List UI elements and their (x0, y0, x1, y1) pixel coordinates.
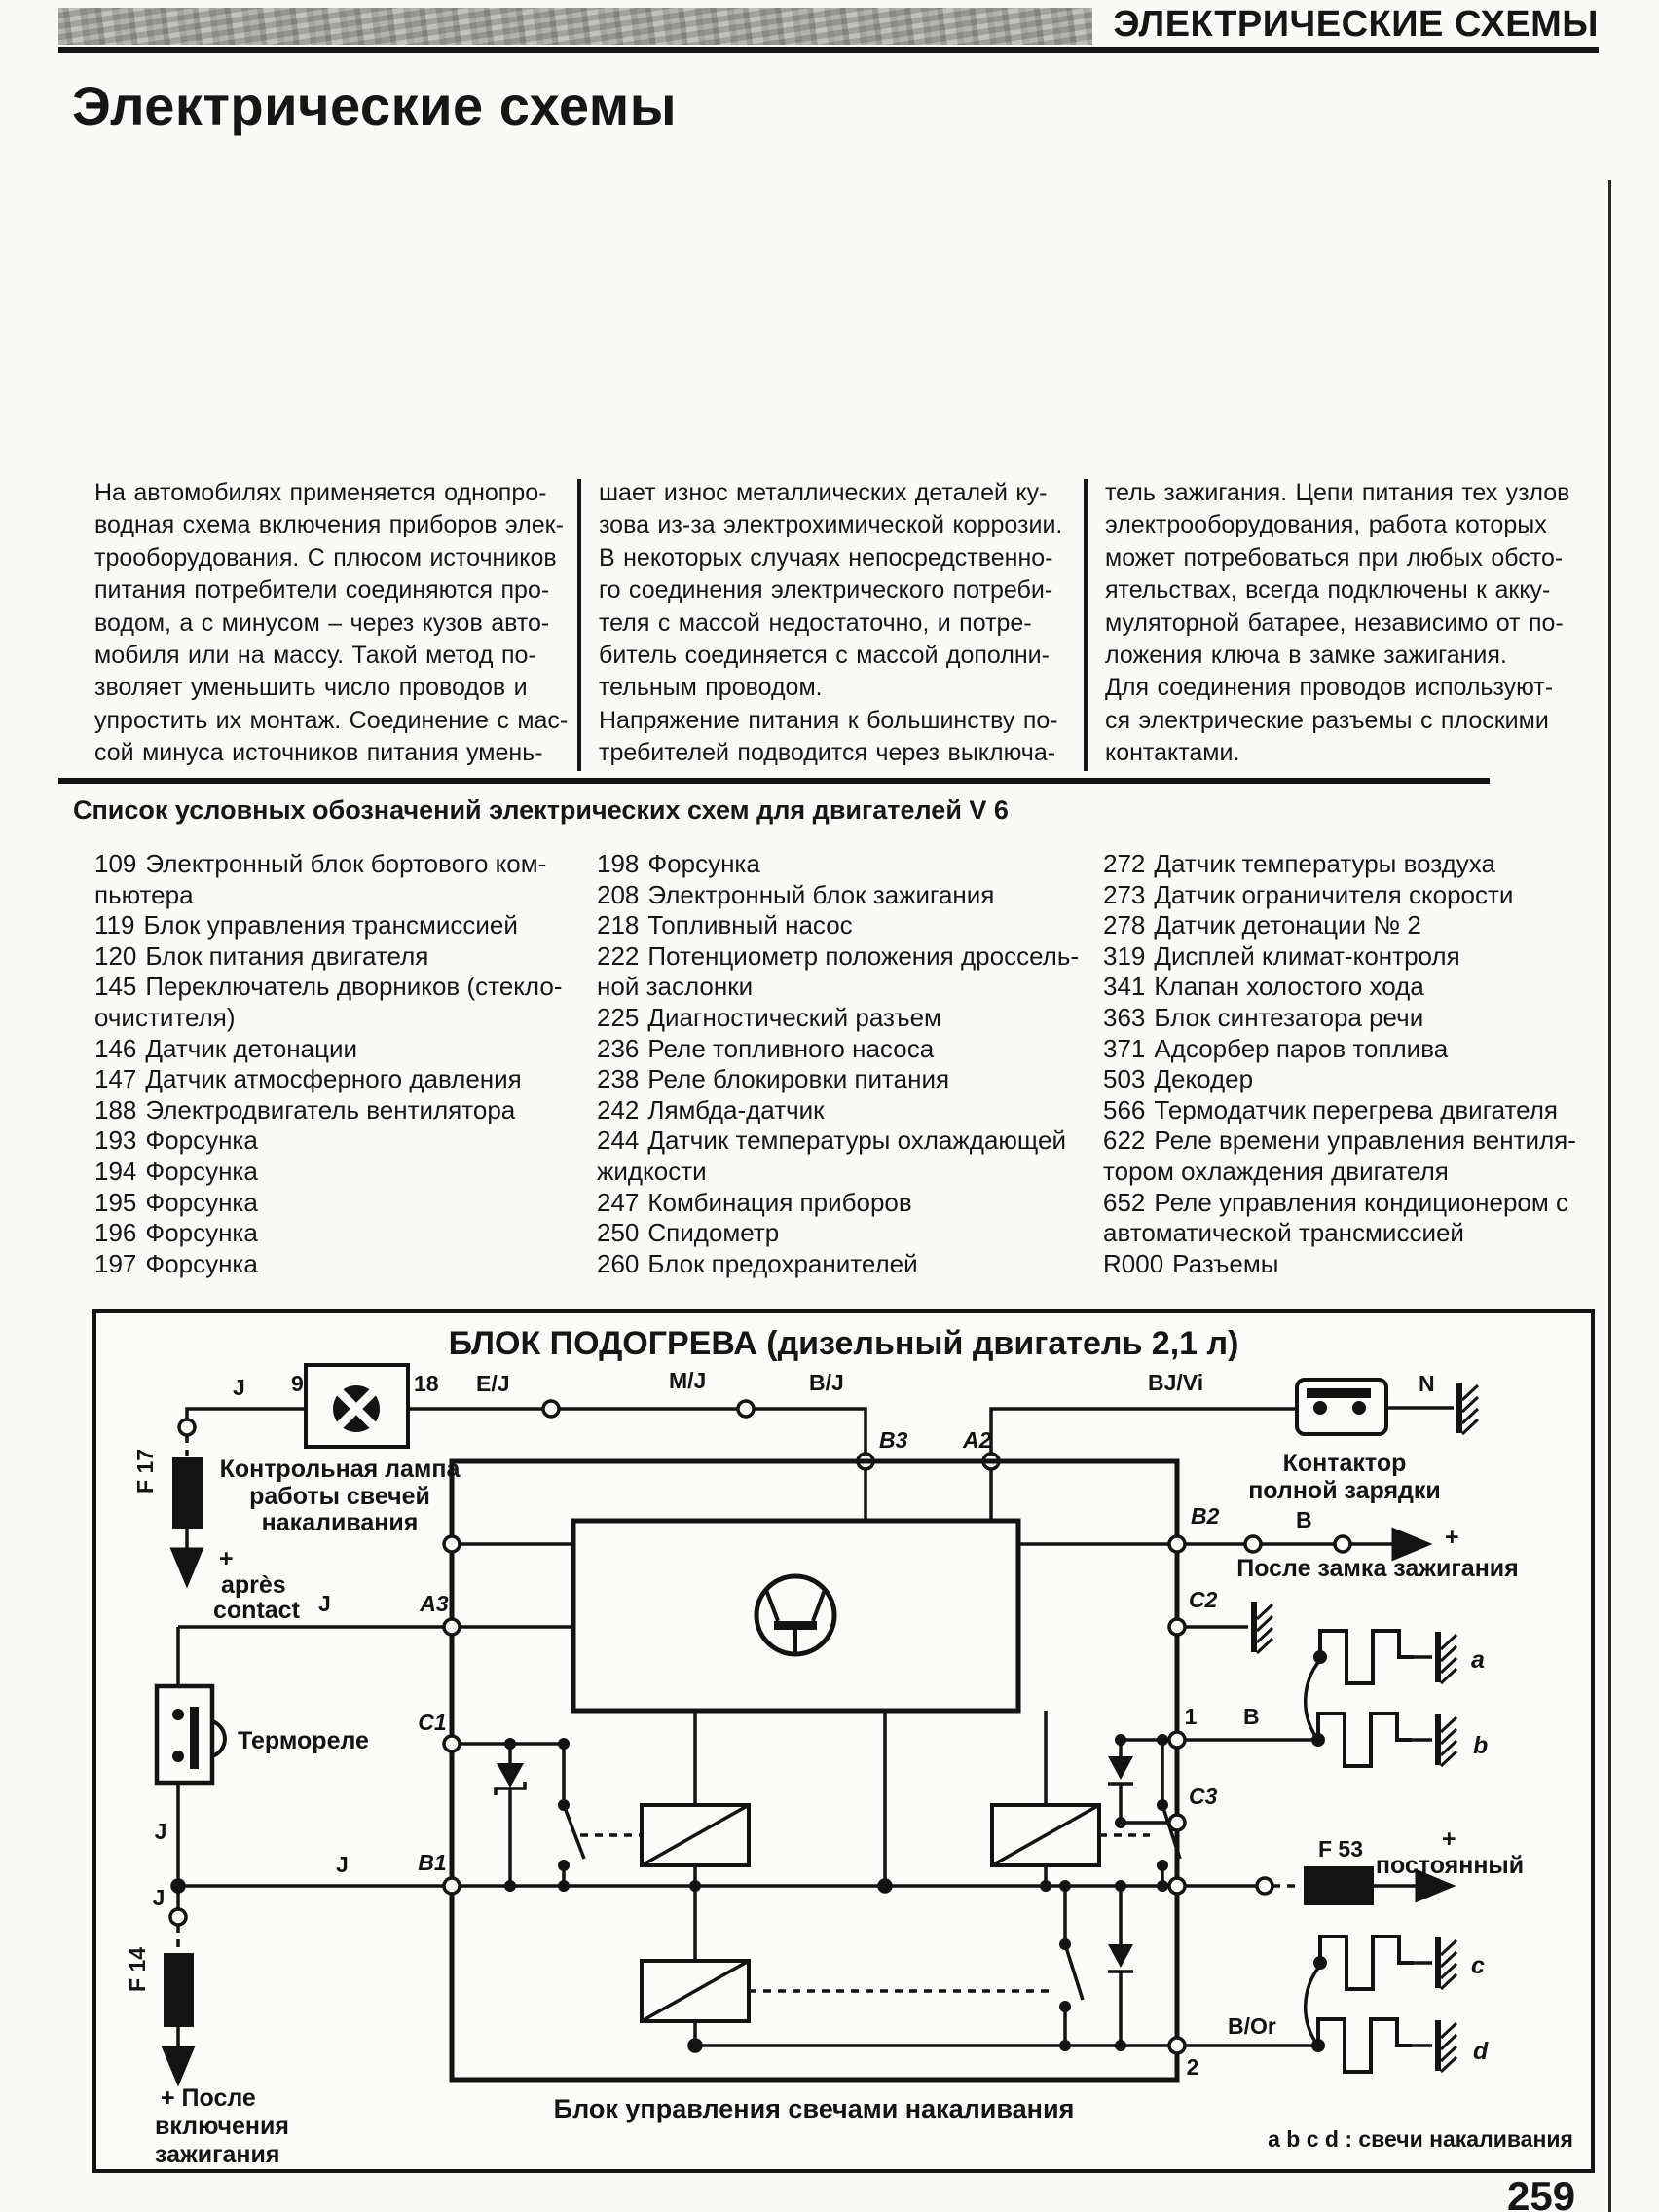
legend-item-text: Датчик температуры воздуха (1154, 849, 1495, 878)
legend-item (597, 941, 1088, 973)
legend-item-number: 566 (1103, 1094, 1146, 1124)
text-line: ся электрические разъемы с плоскими (1105, 706, 1549, 734)
ground-icon (1438, 1714, 1456, 1766)
legend-item (1103, 1064, 1590, 1095)
legend-item-text: Декодер (1154, 1064, 1254, 1094)
text-line: ложения ключа в замке зажигания. (1105, 642, 1507, 670)
text-line: требителей подводится через выключа- (599, 739, 1056, 767)
legend-item (597, 1034, 1088, 1065)
legend-item (597, 972, 1088, 1003)
legend-item-text: Дисплей климат-контроля (1154, 940, 1460, 971)
legend-item-text: Топливный насос (647, 910, 853, 940)
svg-text:После замка зажигания: После замка зажигания (1236, 1555, 1519, 1582)
text-line: водная схема включения приборов элек- (94, 511, 564, 539)
relay-switch-1 (558, 1738, 640, 1892)
svg-text:C2: C2 (1189, 1587, 1218, 1612)
legend-item-text: Датчик ограничителя скорости (1154, 879, 1514, 909)
svg-text:J: J (152, 1885, 166, 1910)
legend-item-number: 319 (1103, 940, 1146, 971)
text-line: шает износ металлических деталей ку- (599, 479, 1048, 506)
legend-item-number: 225 (597, 1002, 640, 1032)
running-header: ЭЛЕКТРИЧЕСКИЕ СХЕМЫ (1113, 4, 1599, 45)
svg-text:F 14: F 14 (125, 1946, 150, 1992)
glow-plug-schematic (96, 1313, 1591, 2169)
svg-text:18: 18 (414, 1371, 439, 1396)
legend-item (1103, 1188, 1590, 1219)
text-line: муляторной батарее, независимо от по- (1105, 608, 1564, 637)
legend-item (597, 880, 1088, 911)
legend-item-number: 260 (597, 1248, 640, 1278)
ground-icon (1438, 1937, 1456, 1989)
text-line: тельным проводом. (599, 674, 823, 702)
legend-heading: Список условных обозначений электрических схем для двигателей V 6 (73, 795, 1009, 825)
svg-text:C3: C3 (1189, 1784, 1218, 1809)
svg-text:J: J (336, 1852, 349, 1877)
legend-item-text: Блок питания двигателя (145, 940, 429, 971)
svg-text:J: J (154, 1819, 167, 1844)
row-pin1-glow-ab (1121, 1650, 1432, 1748)
page-title: Электрические схемы (72, 75, 678, 136)
fuse-f14 (164, 1953, 194, 2077)
legend-item-text: Электродвигатель вентилятора (145, 1094, 516, 1124)
svg-text:B3: B3 (879, 1427, 908, 1453)
legend-item (1103, 941, 1590, 973)
legend-item-text: Термодатчик перегрева двигателя (1154, 1094, 1558, 1124)
text-line: теля с массой недостаточно, и потре- (599, 608, 1032, 637)
svg-text:Контрольная лампа: Контрольная лампа (219, 1456, 461, 1483)
text-line: мобиля или на массу. Такой метод по- (94, 642, 536, 670)
text-line: может потребоваться при любых обсто- (1105, 543, 1564, 571)
glow-plug-d-icon (1318, 2019, 1412, 2072)
svg-text:BJ/Vi: BJ/Vi (1148, 1370, 1204, 1395)
svg-text:a b c d : свечи накаливания: a b c d : свечи накаливания (1268, 2126, 1573, 2152)
legend-item (94, 1218, 581, 1249)
text-line: В некоторых случаях непосредственно- (599, 543, 1053, 571)
legend-item-number: 222 (597, 940, 640, 971)
svg-text:постоянный: постоянный (1375, 1852, 1525, 1879)
svg-text:A2: A2 (963, 1427, 992, 1453)
text-line: упростить их монтаж. Соединение с мас- (94, 706, 569, 734)
legend-item-text: Форсунка (145, 1248, 258, 1278)
legend-item-number: 242 (597, 1094, 640, 1124)
svg-text:J: J (318, 1591, 331, 1616)
legend-item-text: Потенциометр положения дроссель- (647, 940, 1080, 971)
legend-item-number: 244 (597, 1125, 640, 1156)
legend-item-text: Переключатель дворников (стекло- (145, 972, 563, 1002)
intro-column-3 (1105, 477, 1570, 770)
svg-text:c: c (1471, 1952, 1485, 1979)
legend-item-number: 196 (94, 1218, 137, 1248)
legend-item (597, 1188, 1088, 1219)
svg-text:9: 9 (291, 1371, 304, 1396)
intro-column-1 (94, 477, 568, 770)
legend-item (1103, 1095, 1590, 1126)
text-line: зволяет уменьшить число проводов и (94, 674, 528, 702)
legend-item-number: 363 (1103, 1002, 1146, 1032)
intro-column-2 (599, 477, 1072, 770)
svg-text:включения: включения (155, 2113, 289, 2140)
row-c3 (1121, 1815, 1185, 1830)
legend-item (1103, 1249, 1590, 1280)
legend-item-text: Датчик детонации № 2 (1154, 910, 1421, 940)
legend-item (1103, 972, 1590, 1003)
legend-item (94, 1095, 581, 1126)
legend-item-number: 146 (94, 1033, 137, 1063)
legend-item (597, 1064, 1088, 1095)
svg-text:C1: C1 (418, 1710, 447, 1735)
legend-item-text: Форсунка (647, 849, 760, 878)
svg-text:1: 1 (1184, 1704, 1198, 1729)
legend-item-text: Форсунка (145, 1125, 258, 1156)
legend-item-number: 120 (94, 940, 137, 971)
legend-item-number: 503 (1103, 1064, 1146, 1094)
column-divider (577, 479, 581, 771)
legend-item (597, 1249, 1088, 1280)
legend-item (597, 1003, 1088, 1034)
legend-item-text: тором охлаждения двигателя (1103, 1156, 1449, 1186)
glow-plug-a-icon (1320, 1631, 1414, 1683)
legend-item-number: 208 (597, 879, 640, 909)
svg-text:B/J: B/J (809, 1370, 844, 1395)
svg-text:2: 2 (1186, 2054, 1199, 2080)
legend-item-text: ной заслонки (597, 972, 754, 1002)
relay-coil-1 (642, 1711, 749, 1892)
legend-item (94, 849, 581, 880)
legend-item-number: 247 (597, 1187, 640, 1217)
svg-text:Термореле: Термореле (238, 1727, 369, 1754)
legend-item (597, 1157, 1088, 1188)
text-line: питания потребители соединяются про- (94, 576, 550, 605)
legend-item (94, 1157, 581, 1188)
legend-item-text: Электронный блок бортового ком- (145, 849, 547, 878)
legend-item-number: 238 (597, 1064, 640, 1094)
legend-item-number: 278 (1103, 910, 1146, 940)
legend-item (597, 849, 1088, 880)
legend-item-number: 236 (597, 1033, 640, 1063)
svg-text:+: + (1442, 1825, 1456, 1853)
legend-item-text: Датчик детонации (145, 1033, 358, 1063)
legend-item-number: 250 (597, 1218, 640, 1248)
legend-item (94, 1003, 581, 1034)
legend-item-number: 119 (94, 910, 135, 940)
text-line: сой минуса источников питания умень- (94, 739, 543, 767)
svg-text:a: a (1471, 1646, 1485, 1674)
glow-plug-b-icon (1318, 1714, 1412, 1766)
legend-item (1103, 1157, 1590, 1188)
legend-item-number: 193 (94, 1125, 137, 1156)
svg-text:B1: B1 (418, 1850, 447, 1875)
svg-text:M/J: M/J (669, 1368, 707, 1393)
svg-text:Контактор: Контактор (1282, 1450, 1407, 1477)
legend-item-text: жидкости (597, 1156, 707, 1186)
svg-text:après: après (221, 1571, 286, 1599)
svg-text:работы свечей: работы свечей (249, 1483, 430, 1510)
ground-icon (1459, 1382, 1478, 1434)
legend-item-number: 198 (597, 849, 640, 878)
legend-item (94, 1249, 581, 1280)
relay-switch-3 (1059, 1880, 1083, 2051)
pin-drop-wires (866, 1469, 991, 1521)
svg-text:полной зарядки: полной зарядки (1248, 1477, 1441, 1504)
legend-item (94, 1125, 581, 1157)
relay-coil-3 (642, 1886, 1055, 2046)
svg-text:contact: contact (213, 1597, 300, 1624)
svg-text:+: + (1445, 1524, 1459, 1551)
legend-item-text: Датчик атмосферного давления (145, 1064, 522, 1094)
legend-item-number: 188 (94, 1094, 137, 1124)
svg-text:E/J: E/J (476, 1371, 510, 1396)
legend-item-text: Клапан холостого хода (1154, 972, 1424, 1002)
thermo-relay (157, 1686, 225, 1783)
legend-item (94, 972, 581, 1003)
text-line: На автомобилях применяется однопро- (94, 479, 547, 506)
legend-item-text: Блок предохранителей (647, 1248, 918, 1278)
text-line: битель соединяется с массой дополни- (599, 642, 1050, 670)
svg-text:накаливания: накаливания (261, 1509, 419, 1536)
legend-item-number: 273 (1103, 879, 1146, 909)
legend-column-1 (94, 849, 581, 1279)
legend-item (94, 1034, 581, 1065)
legend-item-number: R000 (1103, 1248, 1164, 1278)
diagram-title: БЛОК ПОДОГРЕВА (дизельный двигатель 2,1 л) (448, 1325, 1239, 1362)
glow-plug-indicator-lamp (306, 1365, 408, 1447)
legend-item-text: Адсорбер паров топлива (1154, 1033, 1449, 1063)
svg-text:зажигания: зажигания (155, 2141, 280, 2168)
text-line: тель зажигания. Цепи питания тех узлов (1105, 479, 1570, 506)
legend-item-text: Реле времени управления вентиля- (1154, 1125, 1576, 1156)
text-line: электрооборудования, работа которых (1105, 511, 1547, 539)
zener-diode (496, 1738, 525, 1892)
legend-item-text: Разъемы (1172, 1248, 1279, 1278)
legend-item-text: Форсунка (145, 1187, 258, 1217)
glow-plug-c-icon (1320, 1936, 1414, 1989)
relay-coil-2 (992, 1711, 1150, 1892)
transistor-module (573, 1521, 1018, 1711)
svg-text:B/Or: B/Or (1228, 2013, 1276, 2039)
legend-item-number: 145 (94, 972, 137, 1002)
legend-item-text: Реле управления кондиционером с (1154, 1187, 1568, 1217)
text-line: ятельствах, всегда подключены к акку- (1105, 576, 1551, 605)
svg-text:d: d (1473, 2038, 1489, 2065)
legend-item (94, 910, 581, 941)
ground-icon (1438, 1632, 1456, 1683)
svg-text:F 53: F 53 (1317, 1836, 1364, 1862)
diode-upper (1108, 1734, 1133, 1828)
text-line: Для соединения проводов используют- (1105, 674, 1554, 702)
legend-item-number: 622 (1103, 1125, 1146, 1156)
svg-text:B: B (1296, 1507, 1312, 1532)
legend-item (94, 941, 581, 973)
legend-column-3 (1103, 849, 1590, 1279)
legend-item-text: Блок синтезатора речи (1154, 1002, 1424, 1032)
row-pin2-glow-cd (1169, 1956, 1432, 2053)
svg-text:b: b (1473, 1732, 1489, 1759)
legend-item-number: 197 (94, 1248, 137, 1278)
legend-item-text: Датчик температуры охлаждающей (647, 1125, 1066, 1156)
diode-lower (1108, 1880, 1133, 2051)
text-line: трооборудования. С плюсом источников (94, 543, 557, 571)
legend-item-text: Форсунка (145, 1218, 258, 1248)
column-divider (1084, 479, 1088, 771)
legend-item-number: 109 (94, 849, 137, 878)
svg-text:B: B (1243, 1704, 1260, 1729)
legend-item-text: Лямбда-датчик (647, 1094, 825, 1124)
legend-item (1103, 1125, 1590, 1157)
row-c2-ground (1169, 1619, 1248, 1635)
legend-item-text: Форсунка (145, 1156, 258, 1186)
svg-text:J: J (233, 1375, 245, 1400)
legend-item-text: Реле топливного насоса (647, 1033, 935, 1063)
legend-item-number: 272 (1103, 849, 1146, 878)
legend-item-text: Электронный блок зажигания (647, 879, 995, 909)
ground-icon (1254, 1602, 1272, 1653)
text-line: контактами. (1105, 739, 1240, 767)
legend-item-text: Реле блокировки питания (647, 1064, 950, 1094)
legend-item (597, 1095, 1088, 1126)
legend-item-text: автоматической трансмиссией (1103, 1218, 1464, 1248)
legend-item-number: 371 (1103, 1033, 1146, 1063)
text-line: го соединения электрического потреби- (599, 576, 1053, 605)
legend-item-number: 218 (597, 910, 640, 940)
legend-item-number: 652 (1103, 1187, 1146, 1217)
bottom-interior-wire (689, 2040, 1169, 2051)
svg-text:+ После: + После (161, 2084, 256, 2112)
header-rule (58, 47, 1599, 53)
legend-item (94, 880, 581, 911)
legend-item-text: пьютера (94, 879, 194, 909)
legend-item-text: Комбинация приборов (647, 1187, 912, 1217)
text-line: водом, а с минусом – через кузов авто- (94, 608, 550, 637)
legend-item-number: 147 (94, 1064, 137, 1094)
legend-item-text: Спидометр (647, 1218, 780, 1248)
legend-item (1103, 1218, 1590, 1249)
header-texture-band (58, 8, 1092, 45)
legend-item (597, 910, 1088, 941)
legend-item-text: Блок управления трансмиссией (143, 910, 518, 940)
legend-item-number: 341 (1103, 972, 1146, 1002)
legend-item (1103, 910, 1590, 941)
svg-text:+: + (219, 1545, 234, 1572)
fuse-f17 (172, 1435, 203, 1578)
text-line: зова из-за электрохимической коррозии. (599, 511, 1063, 539)
legend-item-text: очистителя) (94, 1002, 236, 1032)
legend-item (94, 1188, 581, 1219)
legend-item (597, 1218, 1088, 1249)
row-b2-after-ignition (1018, 1536, 1422, 1552)
legend-item (94, 1064, 581, 1095)
legend-item (597, 1125, 1088, 1157)
section-rule (58, 778, 1490, 784)
svg-text:N: N (1419, 1371, 1435, 1396)
legend-item (1103, 849, 1590, 880)
legend-column-2 (597, 849, 1088, 1279)
legend-item (1103, 1034, 1590, 1065)
legend-item (1103, 880, 1590, 911)
svg-text:B2: B2 (1191, 1503, 1220, 1529)
svg-text:Блок управления свечами накали: Блок управления свечами накаливания (553, 2094, 1075, 2123)
svg-text:F 17: F 17 (132, 1448, 158, 1493)
legend-item-number: 194 (94, 1156, 137, 1186)
ground-icon (1438, 2020, 1456, 2072)
legend-item-text: Диагностический разъем (647, 1002, 941, 1032)
wiring-diagram-frame (92, 1309, 1595, 2173)
text-line: Напряжение питания к большинству по- (599, 706, 1058, 734)
svg-text:A3: A3 (420, 1591, 449, 1616)
page-number: 259 (1507, 2173, 1576, 2212)
page-edge-line (1608, 180, 1611, 2212)
legend-item-number: 195 (94, 1187, 137, 1217)
legend-item (1103, 1003, 1590, 1034)
